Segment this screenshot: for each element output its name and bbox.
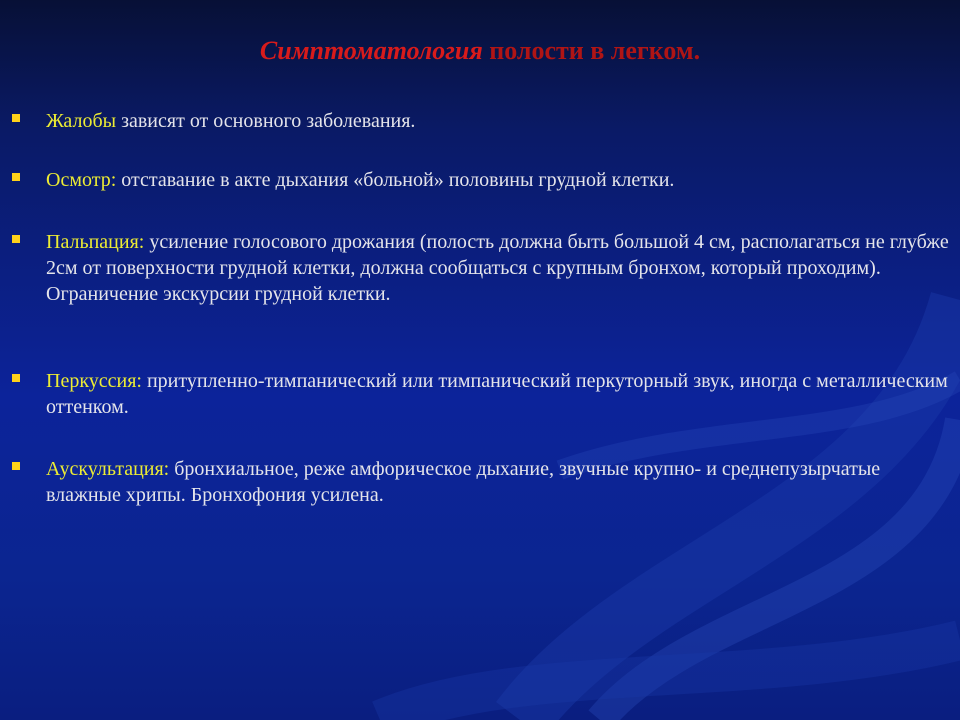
bullet-term: Аускультация: — [46, 458, 170, 480]
bullet-body: отставание в акте дыхания «больной» половины грудной клетки. — [116, 169, 675, 191]
bullet-marker-icon — [12, 235, 20, 243]
bullet-body: притупленно-тимпанический или тимпанический перкуторный звук, иногда с металлическим оттенком. — [46, 370, 948, 418]
title-rest: полости в легком. — [482, 36, 701, 65]
bullet-body: усиление голосового дрожания (полость должна быть большой 4 см, располагаться не глубже 2см от поверхности грудной клетки, должна сообщаться с крупным бронхом, который проходим). Ограничение экскурсии грудной клетки. — [46, 231, 949, 305]
bullet-body: зависят от основного заболевания. — [116, 110, 416, 132]
bullet-marker-icon — [12, 462, 20, 470]
bullet-marker-icon — [12, 173, 20, 181]
bullet-text — [46, 229, 950, 307]
bullet-term: Осмотр: — [46, 169, 117, 191]
bullet-marker-icon — [12, 374, 20, 382]
bullet-text — [46, 108, 950, 134]
bullet-text — [46, 167, 950, 193]
bullet-body: бронхиальное, реже амфорическое дыхание, звучные крупно- и среднепузырчатые влажные хрипы. Бронхофония усилена. — [46, 458, 881, 506]
bullet-text — [46, 456, 950, 508]
bullet-term: Жалобы — [46, 110, 117, 132]
title-accent: Симптоматология — [259, 36, 483, 65]
bullet-marker-icon — [12, 114, 20, 122]
bullet-term: Пальпация: — [46, 231, 145, 253]
bullet-term: Перкуссия: — [46, 370, 142, 392]
bullet-text — [46, 368, 950, 420]
